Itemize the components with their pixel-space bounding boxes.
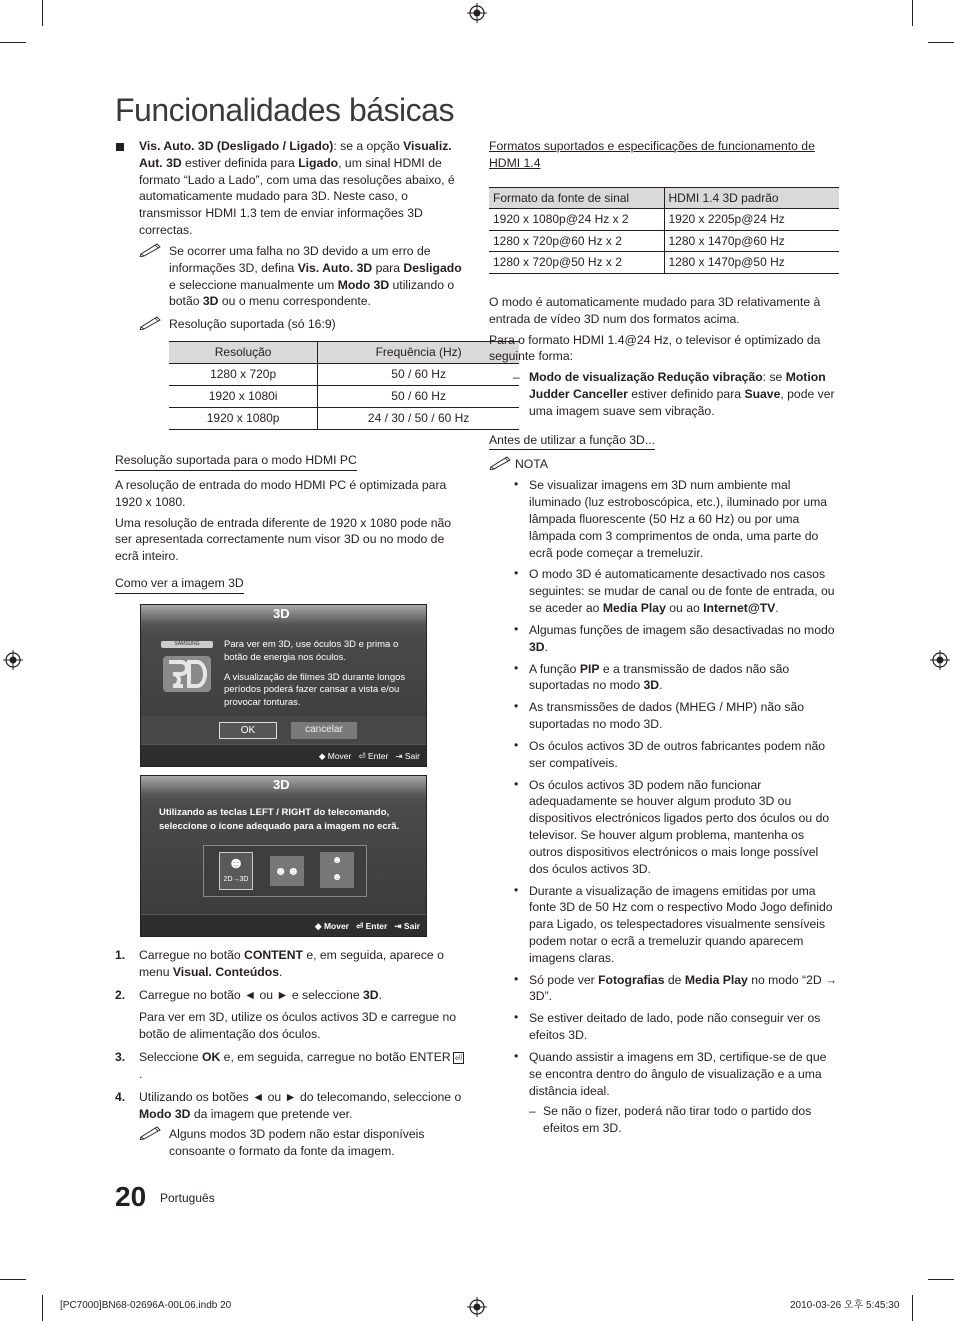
table-row — [169, 364, 519, 386]
osd-text: Para ver em 3D, use óculos 3D e prima o botão de energia nos óculos. — [224, 638, 399, 663]
table-row — [489, 252, 839, 274]
footer-label: Sair — [403, 920, 420, 931]
brand-label: SAMSUNG — [161, 641, 213, 648]
3d-glasses-icon — [161, 648, 213, 696]
table-cell: 1920 x 1080p@24 Hz x 2 — [489, 209, 664, 231]
note-3d-modes: Alguns modos 3D podem não estar disponíveis consoante o formato da fonte da imagem. — [139, 1126, 465, 1160]
footer-label: Enter — [365, 920, 388, 931]
note-3d-error: Se ocorrer uma falha no 3D devido a um erro de informações 3D, defina Vis. Auto. 3D para Desligado e seleccione manualmente um Modo 3D utilizando o botão 3D ou o menu correspondente. — [139, 243, 465, 310]
list-item: • Só pode ver Fotografias de Media Play no modo “2D → 3D”. — [513, 972, 839, 1006]
samsung-3d-logo — [161, 641, 213, 697]
sub-dash-item: – Se não o fizer, poderá não tirar todo o partido dos efeitos em 3D. — [529, 1104, 812, 1136]
page-language: Português — [160, 1191, 215, 1205]
footer-date: 2010-03-26 오후 5:45:30 — [790, 1300, 900, 1311]
list-item: • As transmissões de dados (MHEG / MHP) não são suportadas no modo 3D. — [513, 699, 839, 733]
list-item: • Os óculos activos 3D podem não funcionar adequadamente se houver algum produto 3D ou dispositivos electrónicos ligados perto dos óculos ou do televisor. Se houver algum problema, mantenha os outros dispositivos electrónicos o mais longe possível dos óculos activos 3D. — [513, 777, 839, 878]
resolution-table — [169, 341, 519, 430]
table-header: Resolução — [169, 342, 318, 364]
hdmi-pc-heading: Resolução suportada para o modo HDMI PC — [115, 452, 357, 471]
judder-item: – Modo de visualização Redução vibração: se Motion Judder Canceller estiver definido para Suave, pode ver uma imagem suave sem vibração. — [489, 369, 839, 419]
list-item: • O modo 3D é automaticamente desactivado nos casos seguintes: se mudar de canal ou de fonte de entrada, ou se aceder ao Media Play ou ao Internet@TV. — [513, 566, 839, 616]
mode-icon-label: 2D→3D — [223, 875, 249, 883]
crop-mark — [0, 1279, 26, 1280]
table-cell: 1280 x 720p@50 Hz x 2 — [489, 252, 664, 274]
steps-list — [115, 947, 465, 1122]
footer-label: Mover — [323, 920, 349, 931]
table-cell: 1920 x 1080p — [169, 408, 318, 430]
right-column — [489, 138, 839, 1142]
footer-file: [PC7000]BN68-02696A-00L06.indb 20 — [60, 1300, 232, 1311]
registration-mark-icon — [467, 1297, 487, 1317]
osd-button-bar — [141, 716, 426, 746]
person-icon: ☻ — [227, 854, 245, 872]
list-item: • Durante a visualização de imagens emitidas por uma fonte 3D de 50 Hz com o respectivo Modo Jogo definido para Ligado, os telespectadores visualmente sensíveis podem notar o ecrã a tremeluzir quando aparecem imagens claras. — [513, 883, 839, 967]
table-cell: 1280 x 720p@60 Hz x 2 — [489, 230, 664, 252]
page-number: 20 — [115, 1181, 147, 1212]
table-cell: 50 / 60 Hz — [318, 364, 519, 386]
crop-mark — [42, 1295, 43, 1321]
table-cell: 1280 x 720p — [169, 364, 318, 386]
hdmi14-paragraph: O modo é automaticamente mudado para 3D relativamente à entrada de vídeo 3D num dos formatos acima. — [489, 294, 821, 326]
crop-mark — [928, 42, 954, 43]
list-item: • A função PIP e a transmissão de dados não são suportadas no modo 3D. — [513, 661, 839, 695]
footer-label: Mover — [327, 750, 352, 761]
hdmi14-paragraph: Para o formato HDMI 1.4@24 Hz, o televisor é optimizado da seguinte forma: — [489, 332, 821, 364]
pencil-note-icon — [489, 454, 513, 470]
osd-message — [224, 639, 420, 714]
registration-mark-icon — [930, 650, 950, 670]
list-item: • Se estiver deitado de lado, pode não conseguir ver os efeitos 3D. — [513, 1010, 839, 1044]
hdmi-pc-paragraph: A resolução de entrada do modo HDMI PC é optimizada para 1920 x 1080. — [115, 477, 447, 509]
table-header: Frequência (Hz) — [318, 342, 519, 364]
list-item: • Se visualizar imagens em 3D num ambiente mal iluminado (luz estroboscópica, etc.), iluminado por uma lâmpada fluorescente (50 Hz a 60 Hz) ou por uma lâmpada com 3 comprimentos de onda, uma parte do ecrã pode começar a tremeluzir. — [513, 477, 839, 561]
hdmi-pc-paragraph: Uma resolução de entrada diferente de 1920 x 1080 pode não ser apresentada correctamente num visor 3D ou no modo de ecrã inteiro. — [115, 515, 452, 564]
pencil-note-icon — [139, 1124, 163, 1140]
view-3d-heading: Como ver a imagem 3D — [115, 575, 244, 594]
osd-footer — [141, 744, 426, 766]
table-row — [169, 386, 519, 408]
footer-label: Enter — [367, 750, 389, 761]
list-item: • Os óculos activos 3D de outros fabricantes podem não ser compatíveis. — [513, 738, 839, 772]
ok-button[interactable]: OK — [219, 722, 277, 739]
osd-3d-mode-screen — [140, 775, 427, 937]
before-3d-heading: Antes de utilizar a função 3D... — [489, 432, 655, 451]
exit-icon: ⇥ — [394, 920, 402, 931]
mode-2d-3d-icon[interactable] — [219, 852, 253, 890]
nota-label: NOTA — [489, 456, 839, 473]
mode-icon-panel — [203, 845, 367, 897]
table-header: HDMI 1.4 3D padrão — [664, 187, 839, 209]
step-item: 1. Carregue no botão CONTENT e, em seguida, aparece o menu Visual. Conteúdos. — [115, 947, 444, 979]
list-item: • Quando assistir a imagens em 3D, certifique-se de que se encontra dentro do ângulo de visualização e a uma distância ideal. – Se não o fizer, poderá não tirar todo o partido dos efeitos em 3D. — [513, 1049, 839, 1137]
hdmi14-table — [489, 187, 839, 274]
table-cell: 1920 x 1080i — [169, 386, 318, 408]
table-row — [169, 408, 519, 430]
cancel-button[interactable]: cancelar — [291, 722, 357, 739]
mode-side-by-side-icon[interactable]: ☻☻ — [270, 856, 304, 886]
pencil-note-icon — [139, 241, 163, 257]
enter-icon: ⏎ — [454, 1053, 463, 1064]
table-row — [489, 230, 839, 252]
crop-mark — [912, 0, 913, 26]
move-icon: ◆ — [318, 750, 326, 761]
crop-mark — [928, 1279, 954, 1280]
osd-3d-warning-screen — [140, 604, 427, 767]
table-cell: 1920 x 2205p@24 Hz — [664, 209, 839, 231]
table-header: Formato da fonte de sinal — [489, 187, 664, 209]
exit-icon: ⇥ — [395, 750, 403, 761]
enter-icon: ⏎ — [358, 750, 366, 761]
osd-text: A visualização de filmes 3D durante longos períodos poderá fazer cansar a vista e/ou provocar tonturas. — [224, 671, 406, 709]
note-supported-resolution: Resolução suportada (só 16:9) — [139, 316, 465, 333]
vis-auto-3d-paragraph: Vis. Auto. 3D (Desligado / Ligado): se a opção Visualiz. Aut. 3D estiver definida para Ligado, um sinal HDMI de formato “Lado a Lado”, com uma das resoluções abaixo, é automaticamente mudado para 3D. Neste caso, o transmissor HDMI 1.3 tem de enviar informações 3D correctas. — [115, 138, 465, 239]
osd-title: 3D — [141, 776, 426, 794]
mode-top-bottom-icon[interactable]: ☻ ☻ — [320, 852, 354, 888]
enter-icon: ⏎ — [356, 920, 364, 931]
page-title: Funcionalidades básicas — [115, 92, 454, 128]
step-detail: Para ver em 3D, utilize os óculos activos 3D e carregue no botão de alimentação dos óculos. — [139, 1010, 457, 1042]
crop-mark — [912, 1295, 913, 1321]
osd-instruction: Utilizando as teclas LEFT / RIGHT do telecomando, seleccione o ícone adequado para a imagem no ecrã. — [159, 806, 400, 832]
osd-title: 3D — [141, 605, 426, 623]
notes-list — [513, 477, 839, 1137]
step-item: 4. Utilizando os botões ◄ ou ► do telecomando, seleccione o Modo 3D da imagem que pretende ver. — [115, 1089, 462, 1121]
table-cell: 24 / 30 / 50 / 60 Hz — [318, 408, 519, 430]
crop-mark — [0, 42, 26, 43]
step-item: 3. Seleccione OK e, em seguida, carregue no botão ENTER ⏎. — [115, 1050, 463, 1081]
hdmi14-heading: Formatos suportados e especificações de funcionamento de HDMI 1.4 — [489, 139, 815, 170]
table-row — [489, 209, 839, 231]
table-cell: 50 / 60 Hz — [318, 386, 519, 408]
pencil-note-icon — [139, 314, 163, 330]
footer-label: Sair — [404, 750, 420, 761]
left-column — [115, 138, 470, 1160]
move-icon: ◆ — [315, 920, 322, 931]
registration-mark-icon — [467, 3, 487, 23]
osd-footer — [141, 914, 426, 936]
crop-mark — [42, 0, 43, 26]
table-cell: 1280 x 1470p@60 Hz — [664, 230, 839, 252]
list-item: • Algumas funções de imagem são desactivadas no modo 3D. — [513, 622, 839, 656]
step-item: 2. Carregue no botão ◄ ou ► e seleccione 3D. Para ver em 3D, utilize os óculos activos 3D e carregue no botão de alimentação dos óculos. — [115, 987, 465, 1043]
table-cell: 1280 x 1470p@50 Hz — [664, 252, 839, 274]
registration-mark-icon — [3, 650, 23, 670]
